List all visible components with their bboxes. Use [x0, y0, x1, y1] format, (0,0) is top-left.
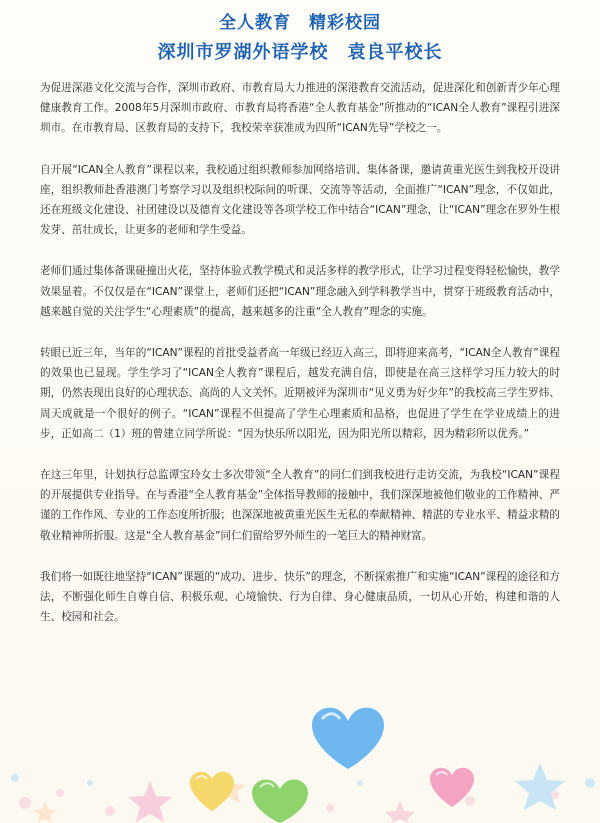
star-icon [515, 763, 565, 810]
article-body [40, 78, 560, 648]
page-subtitle: 深圳市罗湖外语学校 袁良平校长 [157, 42, 443, 63]
star-icon [128, 781, 172, 822]
heart-icon [312, 708, 384, 769]
decorative-footer [0, 683, 600, 823]
paragraph-3: 老师们通过集体备课碰撞出火花，坚持体验式教学模式和灵活多样的教学形式，让学习过程变得轻松愉快，教学效果显着。不仅仅是在“ICAN”课堂上，老师们还把“ICAN”理念融入到学科教学当中，贯穿于班级教育活动中，越来越自觉的关注学生“心理素质”的提高，越来越多的注重“全人教育”理念的实施。 [40, 265, 560, 318]
page-title: 全人教育 精彩校园 [219, 13, 381, 33]
paragraph-5: 在这三年里，计划执行总监谭宝玲女士多次带领“全人教育”的同仁们到我校进行走访交流，为我校“ICAN”课程的开展提供专业指导。在与香港“全人教育基金”全体指导教师的接触中，我们深深地被他们敬业的工作精神、严谨的工作作风、专业的工作态度所折服；也深深地被黄重光医生无私的奉献精神、精湛的专业水平、精益求精的敬业精神所折服。这是“全人教育基金”同仁们留给罗外师生的一笔巨大的精神财富。 [40, 469, 560, 542]
paragraph-2: 自开展“ICAN全人教育”课程以来，我校通过组织教师参加网络培训、集体备课，邀请黄重光医生到我校开设讲座，组织教师赴香港澳门考察学习以及组织校际间的听课、交流等等活动，全面推广“ICAN”理念，不仅如此，还在班级文化建设、社团建设以及德育文化建设等各项学校工作中结合“ICAN”理念，让“ICAN”理念在罗外生根发芽、茁壮成长，让更多的老师和学生受益。 [40, 163, 560, 237]
heart-icon [190, 772, 234, 811]
paragraph-1: 为促进深港文化交流与合作，深圳市政府、市教育局大力推进的深港教育交流活动，促进深化和创新青少年心理健康教育工作。2008年5月深圳市政府、市教育局将香港“全人教育基金”所推动的“ICAN全人教育”课程引进深圳市。在市教育局、区教育局的支持下，我校荣幸获准成为四所“ICAN先导”学校之一。 [40, 82, 560, 135]
paragraph-6: 我们将一如既往地坚持“ICAN”课题的“成功、进步、快乐”的理念，不断探索推广和实施“ICAN”课程的途径和方法，不断强化师生自尊自信、积极乐观、心境愉快、行为自律、身心健康品质，一切从心开始，构建和谐的人生、校园和社会。 [40, 570, 560, 624]
paragraph-4: 转眼已近三年，当年的“ICAN”课程的首批受益者高一年级已经迈入高三，即将迎来高考，“ICAN全人教育”课程的效果也已显现。学生学习了“ICAN全人教育”课程后，越发充满自信，即使是在高三这样学习压力较大的时期，仍然表现出良好的心理状态、高尚的人文关怀。近期被评为深圳市“见义勇为好少年”的我校高三学生罗炜、周天成就是一个很好的例子。“ICAN”课程不但提高了学生心理素质和品格，也促进了学生在学业成绩上的进步，正如高二（1）班的曾建立同学所说：“因为快乐所以阳光，因为阳光所以精彩，因为精彩所以优秀。” [40, 347, 560, 440]
star-icon [385, 801, 415, 823]
heart-icon [252, 779, 308, 823]
star-icon [33, 801, 57, 823]
